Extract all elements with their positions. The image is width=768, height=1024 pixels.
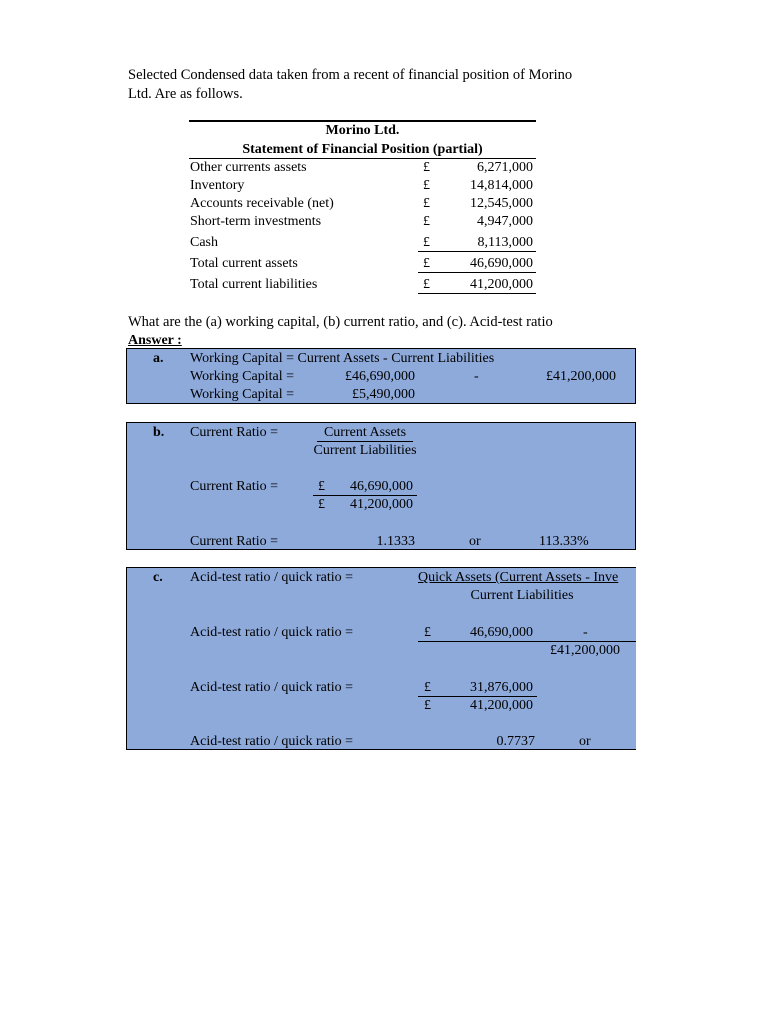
question-text: What are the (a) working capital, (b) current ratio, and (c). Acid-test ratio bbox=[128, 314, 553, 330]
answer-box-b bbox=[126, 422, 636, 550]
currency-symbol: £ bbox=[423, 235, 430, 250]
assets-value: £46,690,000 bbox=[345, 369, 415, 384]
or-text: or bbox=[469, 534, 481, 549]
formula-label: Current Ratio = bbox=[190, 425, 278, 440]
subtotal-underline bbox=[418, 251, 536, 252]
part-letter: a. bbox=[153, 351, 164, 366]
currency-symbol: £ bbox=[424, 680, 431, 695]
currency-symbol: £ bbox=[424, 625, 431, 640]
row-value: 46,690,000 bbox=[470, 256, 533, 271]
currency-symbol: £ bbox=[423, 178, 430, 193]
assets-value: 46,690,000 bbox=[470, 625, 533, 640]
answer-label: Answer : bbox=[128, 333, 182, 348]
currency-symbol: £ bbox=[318, 479, 325, 494]
formula-label: Working Capital = bbox=[190, 369, 294, 384]
denominator-value: 41,200,000 bbox=[350, 497, 413, 512]
denominator-label: Current Liabilities bbox=[313, 443, 417, 458]
formula-label: Current Ratio = bbox=[190, 479, 278, 494]
currency-symbol: £ bbox=[424, 698, 431, 713]
statement-title: Statement of Financial Position (partial) bbox=[242, 142, 483, 157]
row-value: 6,271,000 bbox=[477, 160, 533, 175]
currency-symbol: £ bbox=[318, 497, 325, 512]
intro-line-2: Ltd. Are as follows. bbox=[128, 86, 243, 102]
result-value: 1.1333 bbox=[376, 534, 415, 549]
row-label: Total current liabilities bbox=[190, 277, 318, 292]
liabilities-value: £41,200,000 bbox=[546, 369, 616, 384]
formula-label: Acid-test ratio / quick ratio = bbox=[190, 734, 354, 749]
total-underline bbox=[418, 293, 536, 294]
answer-box-c bbox=[126, 567, 636, 750]
company-name: Morino Ltd. bbox=[325, 123, 400, 138]
part-letter: c. bbox=[153, 570, 163, 585]
formula-label: Acid-test ratio / quick ratio = bbox=[190, 625, 354, 640]
row-value: 4,947,000 bbox=[477, 214, 533, 229]
currency-symbol: £ bbox=[423, 214, 430, 229]
currency-symbol: £ bbox=[423, 256, 430, 271]
formula-label: Working Capital = bbox=[190, 387, 294, 402]
formula-label: Acid-test ratio / quick ratio = bbox=[190, 680, 354, 695]
total-underline bbox=[418, 272, 536, 273]
part-letter: b. bbox=[153, 425, 165, 440]
formula-label: Current Ratio = bbox=[190, 534, 278, 549]
row-value: 14,814,000 bbox=[470, 178, 533, 193]
row-value: 12,545,000 bbox=[470, 196, 533, 211]
formula-label: Acid-test ratio / quick ratio = bbox=[190, 570, 354, 585]
intro-text bbox=[128, 66, 628, 104]
row-label: Cash bbox=[190, 235, 218, 250]
row-label: Short-term investments bbox=[190, 214, 322, 229]
or-text: or bbox=[579, 734, 591, 749]
row-label: Accounts receivable (net) bbox=[190, 196, 334, 211]
intro-line-1: Selected Condensed data taken from a recent of financial position of Morino bbox=[128, 67, 573, 83]
row-label: Inventory bbox=[190, 178, 245, 193]
numerator-label: Quick Assets (Current Assets - Inve bbox=[418, 570, 619, 585]
liabilities-value: £41,200,000 bbox=[550, 643, 620, 658]
currency-symbol: £ bbox=[423, 277, 430, 292]
minus-sign: - bbox=[583, 625, 588, 640]
result-value: £5,490,000 bbox=[352, 387, 415, 402]
numerator-value: 46,690,000 bbox=[350, 479, 413, 494]
row-label: Other currents assets bbox=[190, 160, 307, 175]
result-value: 0.7737 bbox=[496, 734, 535, 749]
minus-sign: - bbox=[474, 369, 479, 384]
quick-assets-value: 31,876,000 bbox=[470, 680, 533, 695]
denominator-label: Current Liabilities bbox=[470, 588, 574, 603]
row-label: Total current assets bbox=[190, 256, 298, 271]
formula-text: Working Capital = Current Assets - Current Liabilities bbox=[190, 351, 495, 366]
row-value: 8,113,000 bbox=[477, 235, 533, 250]
numerator-label: Current Assets bbox=[323, 425, 407, 440]
currency-symbol: £ bbox=[423, 196, 430, 211]
answer-box-a bbox=[126, 348, 636, 404]
denominator-value: 41,200,000 bbox=[470, 698, 533, 713]
currency-symbol: £ bbox=[423, 160, 430, 175]
row-value: 41,200,000 bbox=[470, 277, 533, 292]
percent-value: 113.33% bbox=[539, 534, 589, 549]
